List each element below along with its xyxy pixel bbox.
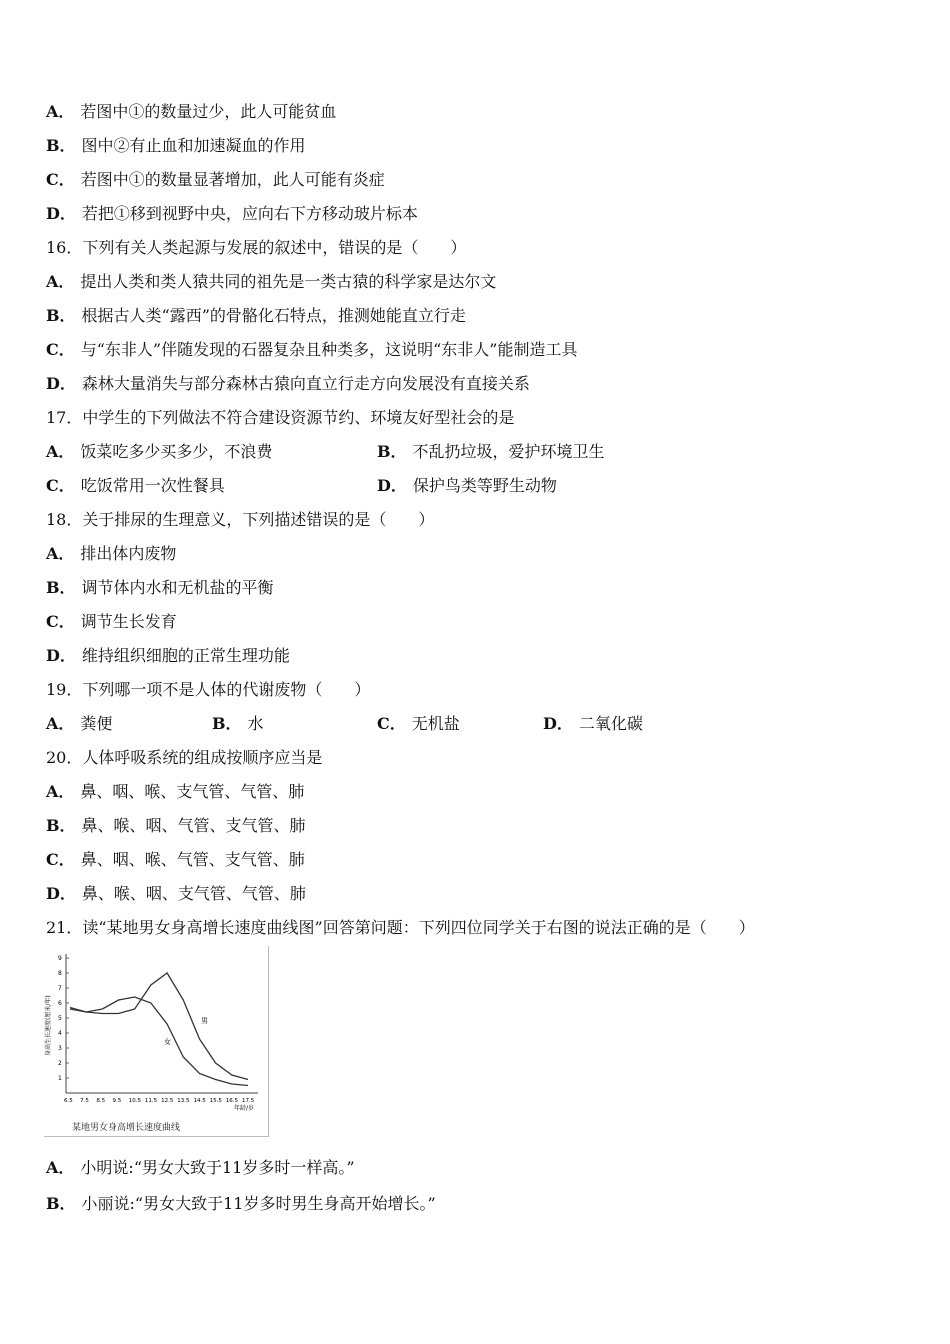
q16-option-c: C． 与“东非人”伴随发现的石器复杂且种类多，这说明“东非人”能制造工具 [46, 340, 578, 359]
q18-option-b: B． 调节体内水和无机盐的平衡 [46, 578, 274, 597]
series-line-female [70, 997, 248, 1086]
y-tick-label: 1 [58, 1075, 62, 1082]
q21-option-a: A． 小明说:“男女大致于11岁多时一样高。” [46, 1158, 355, 1177]
y-tick-label: 7 [58, 985, 62, 992]
y-tick-label: 4 [58, 1030, 62, 1037]
x-tick-label: 13.5 [177, 1098, 190, 1104]
q18-option-d: D． 维持组织细胞的正常生理功能 [46, 646, 290, 665]
x-tick-label: 15.5 [209, 1098, 222, 1104]
x-tick-label: 8.5 [96, 1098, 106, 1104]
q21-option-b: B． 小丽说:“男女大致于11岁多时男生身高开始增长。” [46, 1194, 436, 1213]
q19-option-c: C． 无机盐 [377, 714, 460, 733]
growth-speed-chart-svg [44, 946, 268, 1136]
legend-male: 男 [201, 1017, 208, 1025]
q15-option-a: A． 若图中①的数量过少，此人可能贫血 [46, 102, 337, 121]
growth-speed-chart [44, 946, 269, 1137]
q18-stem: 18．关于排尿的生理意义，下列描述错误的是（ ） [46, 510, 435, 529]
x-tick-label: 11.5 [144, 1098, 158, 1104]
q15-option-c: C． 若图中①的数量显著增加，此人可能有炎症 [46, 170, 385, 189]
q17-option-b: B． 不乱扔垃圾，爱护环境卫生 [377, 442, 605, 461]
chart-title: 某地男女身高增长速度曲线 [72, 1123, 181, 1133]
q17-option-a: A． 饭菜吃多少买多少，不浪费 [46, 442, 273, 461]
q17-stem: 17．中学生的下列做法不符合建设资源节约、环境友好型社会的是 [46, 408, 515, 427]
y-tick-label: 2 [58, 1060, 62, 1067]
q20-option-c: C． 鼻、咽、喉、气管、支气管、肺 [46, 850, 305, 869]
x-tick-label: 12.5 [161, 1098, 174, 1104]
x-axis-label: 年龄/岁 [234, 1105, 255, 1112]
q16-option-d: D． 森林大量消失与部分森林古猿向直立行走方向发展没有直接关系 [46, 374, 530, 393]
q17-option-c: C． 吃饭常用一次性餐具 [46, 476, 225, 495]
q20-option-d: D． 鼻、喉、咽、支气管、气管、肺 [46, 884, 306, 903]
q20-option-b: B． 鼻、喉、咽、气管、支气管、肺 [46, 816, 306, 835]
q19-option-a: A． 粪便 [46, 714, 113, 733]
series-line-male [70, 973, 248, 1080]
q20-option-a: A． 鼻、咽、喉、支气管、气管、肺 [46, 782, 305, 801]
q21-stem: 21．读“某地男女身高增长速度曲线图”回答第问题：下列四位同学关于右图的说法正确的是（ ） [46, 918, 755, 937]
q15-option-d: D． 若把①移到视野中央，应向右下方移动玻片标本 [46, 204, 418, 223]
q19-stem: 19．下列哪一项不是人体的代谢废物（ ） [46, 680, 371, 699]
y-tick-label: 3 [58, 1045, 62, 1052]
x-tick-label: 10.5 [128, 1098, 141, 1104]
q15-option-b: B． 图中②有止血和加速凝血的作用 [46, 136, 306, 155]
x-tick-label: 6.5 [64, 1098, 73, 1104]
x-tick-label: 9.5 [112, 1098, 122, 1104]
y-axis-label: 身高生长速度(厘米/年) [45, 995, 52, 1056]
q17-option-d: D． 保护鸟类等野生动物 [377, 476, 557, 495]
x-tick-label: 7.5 [80, 1098, 89, 1104]
y-tick-label: 8 [58, 970, 62, 977]
x-tick-label: 17.5 [242, 1098, 255, 1104]
q19-option-b: B． 水 [212, 714, 264, 733]
x-tick-label: 14.5 [193, 1098, 206, 1104]
y-tick-label: 9 [58, 955, 62, 962]
x-tick-label: 16.5 [225, 1098, 239, 1104]
q18-option-c: C． 调节生长发育 [46, 612, 177, 631]
y-tick-label: 6 [58, 1000, 62, 1007]
q16-stem: 16．下列有关人类起源与发展的叙述中，错误的是（ ） [46, 238, 467, 257]
q20-stem: 20．人体呼吸系统的组成按顺序应当是 [46, 748, 323, 767]
y-tick-label: 5 [58, 1015, 62, 1022]
q18-option-a: A． 排出体内废物 [46, 544, 177, 563]
legend-female: 女 [164, 1038, 171, 1046]
q19-option-d: D． 二氧化碳 [543, 714, 643, 733]
q16-option-a: A． 提出人类和类人猿共同的祖先是一类古猿的科学家是达尔文 [46, 272, 497, 291]
q16-option-b: B． 根据古人类“露西”的骨骼化石特点，推测她能直立行走 [46, 306, 466, 325]
